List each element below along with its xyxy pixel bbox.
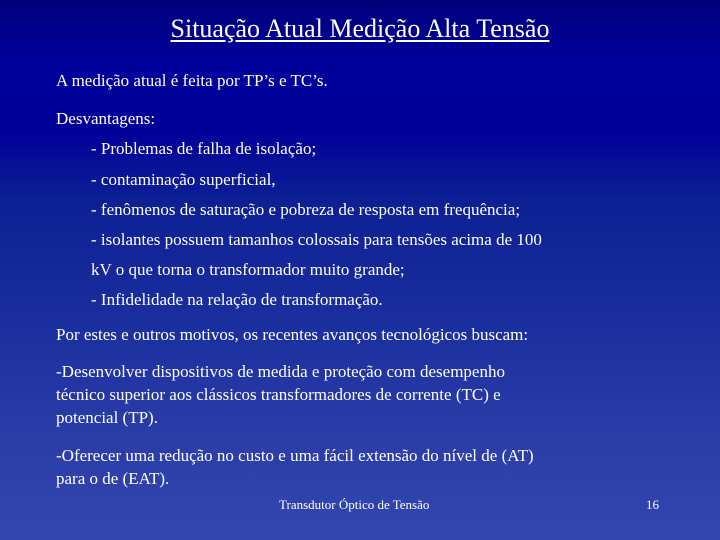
slide-title: Situação Atual Medição Alta Tensão bbox=[170, 14, 550, 43]
goal-develop-line: -Desenvolver dispositivos de medida e proteção com desempenho bbox=[56, 362, 505, 381]
disadvantage-item: - Problemas de falha de isolação; bbox=[91, 139, 317, 158]
disadvantage-item: - contaminação superficial, bbox=[91, 170, 276, 189]
disadvantage-item: - fenômenos de saturação e pobreza de resposta em frequência; bbox=[91, 200, 521, 219]
disadvantages-heading: Desvantagens: bbox=[56, 109, 156, 128]
disadvantage-item: - isolantes possuem tamanhos colossais para tensões acima de 100 bbox=[91, 230, 542, 249]
intro-text: A medição atual é feita por TP’s e TC’s. bbox=[56, 71, 328, 90]
goal-develop-line: potencial (TP). bbox=[56, 408, 158, 427]
footer-title: Transdutor Óptico de Tensão bbox=[279, 497, 430, 512]
goal-offer-line: -Oferecer uma redução no custo e uma fácil extensão do nível de (AT) bbox=[56, 446, 534, 465]
goal-develop-line: técnico superior aos clássicos transformadores de corrente (TC) e bbox=[56, 385, 501, 404]
page-number: 16 bbox=[646, 497, 659, 512]
motives-text: Por estes e outros motivos, os recentes avanços tecnológicos buscam: bbox=[56, 325, 529, 344]
disadvantage-item: kV o que torna o transformador muito grande; bbox=[91, 260, 405, 279]
disadvantage-item: - Infidelidade na relação de transformação. bbox=[91, 290, 383, 309]
goal-offer-line: para o de (EAT). bbox=[56, 469, 170, 488]
